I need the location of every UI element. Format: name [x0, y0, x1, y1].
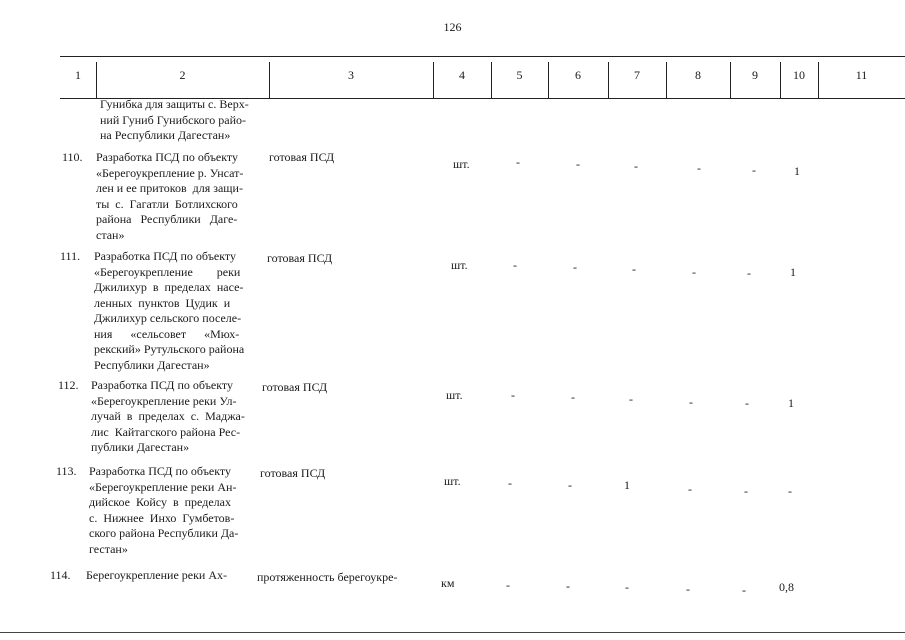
description-line: Гунибка для защиты с. Верх- [100, 97, 249, 111]
row-result: протяженность берегоукре- [257, 570, 398, 584]
column-header: 2 [179, 68, 186, 82]
row-unit: шт. [446, 388, 463, 402]
description-line: ты с. Гагатли Ботлихского [96, 196, 238, 211]
row-col10: - [788, 484, 792, 498]
row-col9: - [744, 484, 748, 498]
row-col6: - [571, 390, 575, 404]
row-description [89, 464, 257, 557]
header-top-border [60, 56, 905, 57]
row-col9: - [752, 163, 756, 177]
row-unit: шт. [444, 474, 461, 488]
column-header: 11 [855, 68, 868, 82]
description-line: Разработка ПСД по объекту [91, 378, 234, 392]
row-col9: - [747, 266, 751, 280]
description-line: лис Кайтагского района Рес- [91, 424, 241, 439]
row-result: готовая ПСД [269, 150, 335, 164]
row-col8: - [692, 265, 696, 279]
description-line: ского района Республики Да- [89, 526, 239, 540]
description-line: дийское Койсу в пределах [89, 495, 231, 509]
continuation-text [100, 97, 270, 144]
description-line: Разработка ПСД по объекту [89, 464, 232, 478]
column-header: 5 [516, 68, 523, 82]
description-line: Разработка ПСД по объекту [96, 150, 239, 164]
description-line: «Берегоукрепление реки Ул- [91, 393, 237, 408]
row-col10: 1 [788, 396, 794, 410]
row-number: 114. [50, 568, 71, 582]
description-line: стан» [96, 227, 125, 242]
page-number: 126 [443, 20, 462, 34]
description-line: Разработка ПСД по объекту [94, 249, 237, 263]
row-col7: - [625, 580, 629, 594]
row-col10: 1 [790, 265, 796, 279]
row-description [94, 249, 266, 373]
row-col6: - [568, 478, 572, 492]
column-header: 9 [752, 68, 758, 82]
description-line: ний Гуниб Гунибского райо- [100, 112, 247, 127]
column-header: 7 [634, 68, 640, 82]
description-line: ленных пунктов Цудик и [94, 295, 231, 310]
row-description [96, 150, 268, 243]
page-bottom-edge [0, 632, 905, 633]
column-header: 4 [459, 68, 465, 82]
row-unit: шт. [453, 157, 470, 171]
description-line: ния «сельсовет «Мюх- [94, 326, 240, 341]
row-col7: - [634, 159, 638, 173]
description-line: гестан» [89, 541, 128, 556]
row-col9: - [745, 396, 749, 410]
row-col6: - [573, 260, 577, 274]
description-line: «Берегоукрепление реки [94, 264, 241, 279]
row-col7: - [632, 262, 636, 276]
row-description [91, 378, 259, 456]
description-line: Джилихур в пределах насе- [94, 280, 244, 294]
row-col8: - [689, 395, 693, 409]
row-col5: - [506, 578, 510, 592]
row-col5: - [513, 258, 517, 272]
column-header: 8 [695, 68, 701, 82]
row-col6: - [566, 579, 570, 593]
column-header: 10 [793, 68, 805, 82]
row-description [86, 568, 256, 584]
description-line: лучай в пределах с. Маджа- [91, 409, 245, 423]
row-result: готовая ПСД [260, 466, 326, 480]
row-col6: - [576, 157, 580, 171]
row-unit: км [441, 576, 455, 590]
description-line: рекский» Рутульского района [94, 342, 245, 356]
description-line: Берегоукрепление реки Ах- [86, 568, 228, 582]
row-unit: шт. [451, 258, 468, 272]
row-col5: - [516, 155, 520, 169]
description-line: на Республики Дагестан» [100, 128, 231, 142]
row-col10: 1 [794, 164, 800, 178]
description-line: Джилихур сельского поселе- [94, 311, 242, 325]
row-col8: - [686, 582, 690, 596]
row-col5: - [511, 388, 515, 402]
column-header: 6 [575, 68, 581, 82]
row-number: 111. [60, 249, 81, 263]
column-header: 1 [75, 68, 81, 82]
description-line: «Берегоукрепление р. Унсат- [96, 165, 244, 180]
column-header: 3 [348, 68, 354, 82]
description-line: публики Дагестан» [91, 440, 190, 454]
row-col8: - [688, 482, 692, 496]
row-result: готовая ПСД [262, 380, 328, 394]
row-col7: 1 [624, 478, 630, 492]
row-number: 113. [56, 464, 77, 478]
row-col10: 0,8 [779, 580, 794, 594]
row-col5: - [508, 476, 512, 490]
row-col8: - [697, 161, 701, 175]
description-line: района Республики Даге- [96, 212, 238, 226]
row-col9: - [742, 583, 746, 597]
row-col7: - [629, 392, 633, 406]
description-line: «Берегоукрепление реки Ан- [89, 479, 237, 494]
description-line: Республики Дагестан» [94, 357, 210, 372]
row-number: 110. [62, 150, 83, 164]
description-line: лен и ее притоков для защи- [96, 181, 243, 195]
row-result: готовая ПСД [267, 251, 333, 265]
description-line: с. Нижнее Инхо Гумбетов- [89, 510, 235, 525]
row-number: 112. [58, 378, 79, 392]
